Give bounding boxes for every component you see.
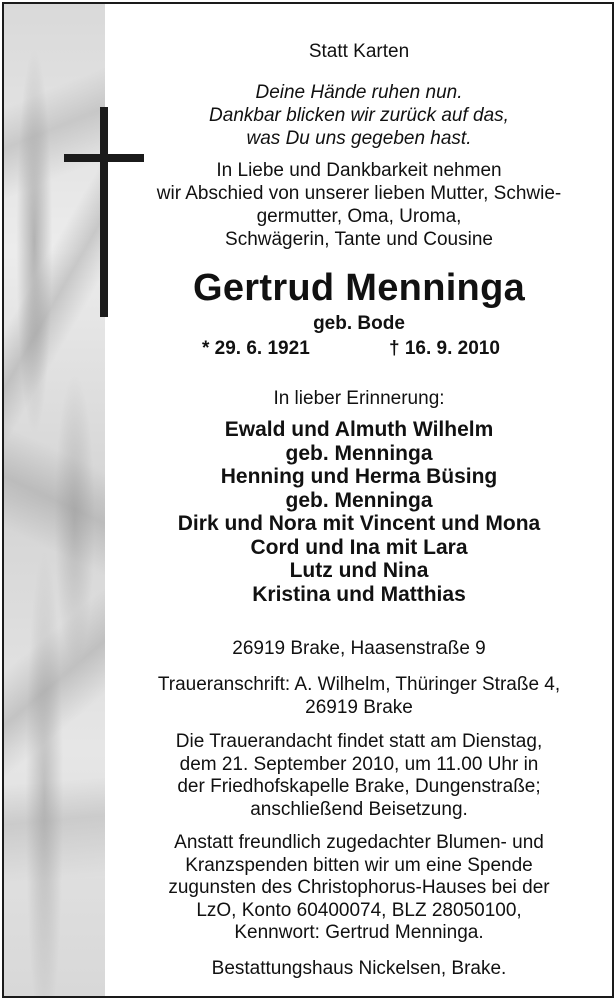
family-line: Ewald und Almuth Wilhelm [224,418,494,441]
mourning-address-line: 26919 Brake [305,696,413,718]
memory-heading: In lieber Erinnerung: [273,388,445,409]
service-info [106,731,612,821]
family-line: geb. Menninga [285,441,433,465]
verse-line: was Du uns gegeben hast. [246,128,472,149]
birth-date: * 29. 6. 1921 [202,338,310,359]
donation-line: Kranzspenden bitten wir um eine Spende [185,854,533,876]
birth-name: geb. Bode [313,313,405,334]
donation-line: zugunsten des Christophorus-Hauses bei der [168,877,550,898]
intro-line: germutter, Oma, Uroma, [256,206,462,227]
home-address: 26919 Brake, Haasenstraße 9 [232,638,486,659]
service-line: Die Trauerandacht findet statt am Dienstag, [175,731,543,752]
mourning-address-line: Traueranschrift: A. Wilhelm, Thüringer Straße 4, [157,674,561,695]
donation-line: Anstatt freundlich zugedachter Blumen- und [174,832,544,853]
verse-line: Dankbar blicken wir zurück auf das, [209,105,509,126]
family-line: Lutz und Nina [289,559,429,582]
funeral-home: Bestattungshaus Nickelsen, Brake. [211,958,507,979]
deceased-name: Gertrud Menninga [192,267,526,309]
marble-border-decoration [4,4,105,996]
service-line: der Friedhofskapelle Brake, Dungenstraße; [177,776,541,797]
intro-text [106,159,612,251]
intro-line: In Liebe und Dankbarkeit nehmen [216,160,502,181]
verse [106,81,612,150]
intro-line: wir Abschied von unserer lieben Mutter, Schwie- [156,183,562,204]
verse-line: Deine Hände ruhen nun. [255,82,463,103]
family-line: geb. Menninga [285,488,433,512]
family-line: Kristina und Matthias [252,582,466,606]
donation-line: Kennwort: Gertrud Menninga. [234,922,484,943]
intro-line: Schwägerin, Tante und Cousine [225,229,493,250]
family-line: Dirk und Nora mit Vincent und Mona [177,512,541,535]
family-list [106,418,612,606]
death-date: † 16. 9. 2010 [389,338,500,359]
mourning-address [106,674,612,719]
family-line: Henning und Herma Büsing [220,465,498,488]
donation-info [106,832,612,945]
family-line: Cord und Ina mit Lara [250,535,468,559]
service-line: dem 21. September 2010, um 11.00 Uhr in [179,753,539,775]
obituary-frame [2,2,614,998]
donation-line: LzO, Konto 60400074, BLZ 28050100, [196,899,522,921]
header-statt-karten: Statt Karten [308,41,410,62]
service-line: anschließend Beisetzung. [250,798,468,820]
